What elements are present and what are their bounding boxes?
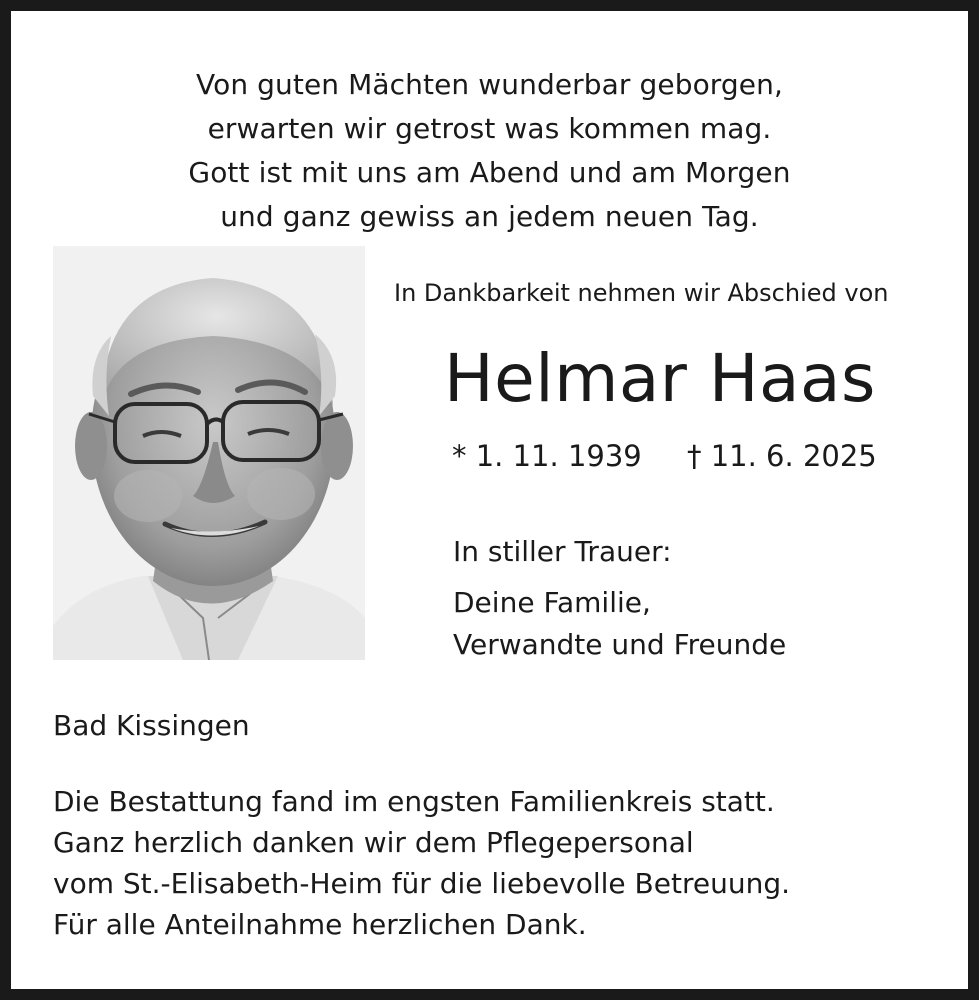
intro-text: In Dankbarkeit nehmen wir Abschied von <box>394 279 889 307</box>
birth-date: * 1. 11. 1939 <box>452 439 642 473</box>
closing-line: Für alle Anteilnahme herzlichen Dank. <box>53 908 587 941</box>
mourners-line: Deine Familie, <box>453 586 651 619</box>
poem-line: und ganz gewiss an jedem neuen Tag. <box>220 200 759 233</box>
portrait-image <box>53 246 365 660</box>
poem <box>80 63 899 239</box>
poem-line: erwarten wir getrost was kommen mag. <box>207 112 772 145</box>
closing-text <box>53 781 933 945</box>
deceased-name: Helmar Haas <box>444 340 876 417</box>
closing-line: vom St.-Elisabeth-Heim für die liebevolle Betreuung. <box>53 867 791 900</box>
mourners-line: Verwandte und Freunde <box>453 628 787 661</box>
mourners <box>453 582 923 666</box>
poem-line: Von guten Mächten wunderbar geborgen, <box>196 68 783 101</box>
poem-line: Gott ist mit uns am Abend und am Morgen <box>188 156 791 189</box>
life-dates <box>452 435 922 477</box>
death-date: † 11. 6. 2025 <box>687 439 877 473</box>
mourning-heading: In stiller Trauer: <box>453 535 672 568</box>
closing-line: Die Bestattung fand im engsten Familienkreis statt. <box>53 785 775 818</box>
portrait-photo <box>53 246 365 660</box>
place-name: Bad Kissingen <box>53 709 250 742</box>
closing-line: Ganz herzlich danken wir dem Pflegepersonal <box>53 826 694 859</box>
